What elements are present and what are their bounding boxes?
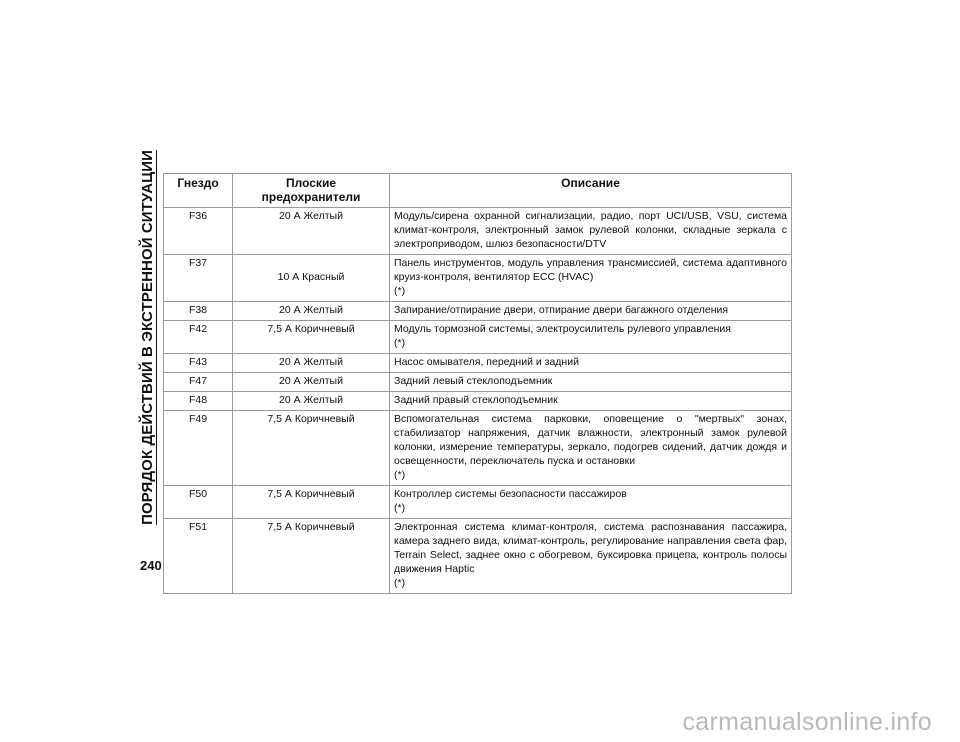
cell-fuse: 20 А Желтый (233, 208, 390, 255)
cell-fuse: 10 А Красный (233, 255, 390, 302)
cell-fuse: 7,5 А Коричневый (233, 519, 390, 594)
section-title-text: ПОРЯДОК ДЕЙСТВИЙ В ЭКСТРЕННОЙ СИТУАЦИИ (138, 149, 156, 525)
table-header-row (164, 174, 792, 208)
cell-slot: F37 (164, 255, 233, 302)
cell-description (390, 302, 792, 321)
fuse-table (163, 173, 792, 594)
cell-fuse: 7,5 А Коричневый (233, 411, 390, 486)
cell-slot: F38 (164, 302, 233, 321)
cell-slot: F42 (164, 321, 233, 354)
cell-fuse: 20 А Желтый (233, 373, 390, 392)
cell-fuse: 20 А Желтый (233, 302, 390, 321)
watermark-text: carmanualsonline.info (682, 708, 932, 736)
section-title (136, 149, 158, 525)
cell-description (390, 354, 792, 373)
table-row (164, 373, 792, 392)
cell-description (390, 208, 792, 255)
header-slot: Гнездо (164, 174, 233, 208)
desc-line: Насос омывателя, передний и задний (394, 356, 579, 368)
desc-line: Задний правый стеклоподъемник (394, 394, 558, 406)
desc-note: (*) (394, 337, 406, 349)
desc-note: (*) (394, 577, 406, 589)
cell-fuse: 7,5 А Коричневый (233, 321, 390, 354)
table-row (164, 519, 792, 594)
desc-line: Панель инструментов, модуль управления трансмиссией, система адаптивного круиз-контроля, вентилятор ECC (HVAC) (394, 257, 787, 283)
desc-line: Вспомогательная система парковки, оповещение о "мертвых" зонах, стабилизатор напряжения, датчик влажности, электронный замок рулевой колонки, измерение температуры, зеркало, подогрев сидений, датчик дождя и освещенности, переключатель пуска и остановки (394, 413, 787, 467)
cell-description (390, 373, 792, 392)
table-row (164, 486, 792, 519)
cell-description (390, 255, 792, 302)
cell-slot: F47 (164, 373, 233, 392)
cell-slot: F43 (164, 354, 233, 373)
cell-slot: F49 (164, 411, 233, 486)
table-row (164, 255, 792, 302)
cell-description (390, 519, 792, 594)
desc-line: Модуль тормозной системы, электроусилитель рулевого управления (394, 323, 731, 335)
desc-note: (*) (394, 285, 406, 297)
cell-slot: F36 (164, 208, 233, 255)
desc-note: (*) (394, 502, 406, 514)
table-row (164, 392, 792, 411)
cell-description (390, 486, 792, 519)
cell-description (390, 321, 792, 354)
desc-note: (*) (394, 469, 406, 481)
cell-fuse: 7,5 А Коричневый (233, 486, 390, 519)
page-number: 240 (140, 558, 162, 573)
desc-line: Контроллер системы безопасности пассажиров (394, 488, 627, 500)
cell-fuse: 20 А Желтый (233, 354, 390, 373)
desc-line: Задний левый стеклоподъемник (394, 375, 553, 387)
header-description: Описание (390, 174, 792, 208)
cell-fuse: 20 А Желтый (233, 392, 390, 411)
header-fuse: Плоские предохранители (233, 174, 390, 208)
desc-line: Запирание/отпирание двери, отпирание двери багажного отделения (394, 304, 729, 316)
table-row (164, 354, 792, 373)
table-row (164, 321, 792, 354)
desc-line: Модуль/сирена охранной сигнализации, радио, порт UCI/USB, VSU, система климат-контроля, электронный замок рулевой колонки, складные зеркала с электроприводом, шлюз безопасности/DTV (394, 210, 787, 250)
table-row (164, 208, 792, 255)
table-row (164, 411, 792, 486)
cell-description (390, 392, 792, 411)
cell-slot: F51 (164, 519, 233, 594)
cell-slot: F50 (164, 486, 233, 519)
desc-line: Электронная система климат-контроля, система распознавания пассажира, камера заднего вида, климат-контроль, регулирование направления света фар, Terrain Select, заднее окно с обогревом, буксировка прицепа, контроль полосы движения Haptic (394, 521, 787, 575)
table-row (164, 302, 792, 321)
cell-slot: F48 (164, 392, 233, 411)
cell-description (390, 411, 792, 486)
